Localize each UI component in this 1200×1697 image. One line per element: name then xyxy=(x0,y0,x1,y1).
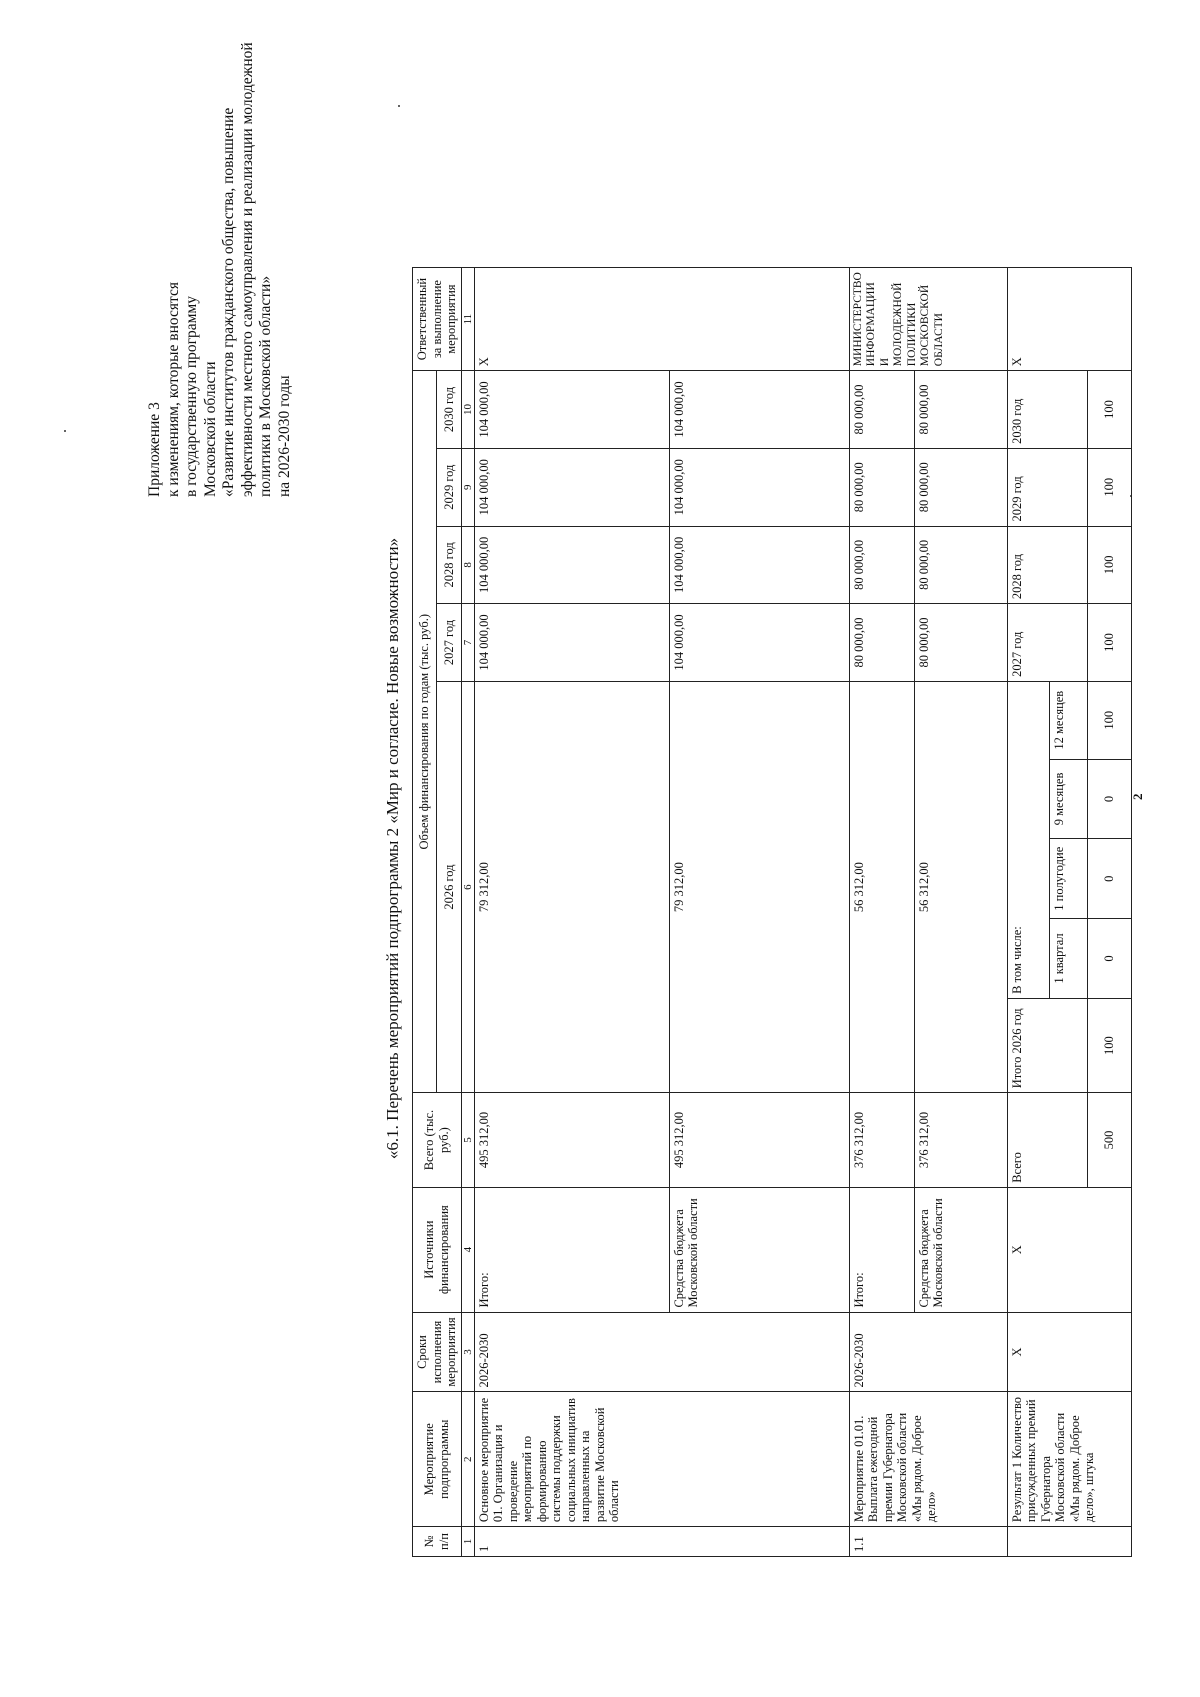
col-number: 2 xyxy=(461,1392,474,1527)
header-2030: 2030 год xyxy=(437,371,461,449)
appendix-line: в государственную программу xyxy=(183,296,200,497)
row-num: 1.1 xyxy=(849,1527,1007,1557)
events-table xyxy=(412,267,1132,1557)
result-header-row xyxy=(1007,268,1049,1557)
appendix-line: политики в Московской области» xyxy=(257,275,274,497)
quarter-label: 1 полугодие xyxy=(1049,839,1087,919)
row-2027-value: 80 000,00 xyxy=(849,604,914,682)
row-2027-value: 80 000,00 xyxy=(914,604,1007,682)
quarter-value: 0 xyxy=(1087,759,1131,839)
row-source-total-label: Итого: xyxy=(849,1187,914,1312)
page-number: 2 xyxy=(1130,793,1145,800)
result-2027-label: 2027 год xyxy=(1007,604,1087,682)
row-2029-value: 80 000,00 xyxy=(849,448,914,526)
row-2026-value: 79 312,00 xyxy=(669,681,849,1092)
header-volume: Объем финансирования по годам (тыс. руб.) xyxy=(413,371,437,1093)
row-2026-value: 56 312,00 xyxy=(849,681,914,1092)
row-source-budget-label: Средства бюджета Московской области xyxy=(669,1187,849,1312)
col-number: 1 xyxy=(461,1527,474,1557)
result-num xyxy=(1007,1527,1131,1557)
col-number: 6 xyxy=(461,681,474,1092)
result-total-label: Всего xyxy=(1007,1093,1087,1188)
row-total-value: 495 312,00 xyxy=(669,1093,849,1188)
row-2028-value: 104 000,00 xyxy=(669,526,849,604)
table-row xyxy=(849,268,914,1557)
appendix-line: к изменениям, которые вносятся xyxy=(164,281,182,497)
col-number: 7 xyxy=(461,604,474,682)
header-responsible: Ответственный за выполнение мероприятия xyxy=(413,268,462,371)
row-total-value: 495 312,00 xyxy=(474,1093,669,1188)
row-total-value: 376 312,00 xyxy=(914,1093,1007,1188)
row-2029-value: 80 000,00 xyxy=(914,448,1007,526)
result-itogo-value: 100 xyxy=(1087,998,1131,1092)
result-in-that-label: В том числе: xyxy=(1007,681,1049,998)
appendix-line: «Развитие институтов гражданского общества, повышение xyxy=(220,107,237,497)
result-2028-label: 2028 год xyxy=(1007,526,1087,604)
header-2026: 2026 год xyxy=(437,681,461,1092)
header-terms: Сроки исполнения мероприятия xyxy=(413,1312,462,1392)
section-title: «6.1. Перечень мероприятий подпрограммы 2 «Мир и согласие. Новые возможности» xyxy=(383,537,402,1160)
row-num: 1 xyxy=(474,1527,849,1557)
row-event: Основное мероприятие 01. Организация и проведение мероприятий по формированию системы поддержки социальных инициатив направленных на развитие Московской области xyxy=(474,1392,849,1527)
col-number: 4 xyxy=(461,1187,474,1312)
row-2029-value: 104 000,00 xyxy=(474,448,669,526)
row-terms: 2026-2030 xyxy=(849,1312,1007,1392)
scan-speck xyxy=(64,430,66,432)
col-number: 5 xyxy=(461,1093,474,1188)
row-2029-value: 104 000,00 xyxy=(669,448,849,526)
row-2028-value: 80 000,00 xyxy=(849,526,914,604)
row-total-value: 376 312,00 xyxy=(849,1093,914,1188)
header-2028: 2028 год xyxy=(437,526,461,604)
appendix-line: Приложение 3 xyxy=(146,402,163,497)
result-event: Результат 1 Количество присужденных премий Губернатора Московской области «Мы рядом. Доброе дело», штука xyxy=(1007,1392,1131,1527)
table-header-row xyxy=(413,268,437,1557)
row-source-budget-label: Средства бюджета Московской области xyxy=(914,1187,1007,1312)
row-2030-value: 80 000,00 xyxy=(914,371,1007,449)
quarter-label: 9 месяцев xyxy=(1049,759,1087,839)
row-2030-value: 104 000,00 xyxy=(474,371,669,449)
quarter-label: 12 месяцев xyxy=(1049,681,1087,759)
result-2030-label: 2030 год xyxy=(1007,371,1087,449)
row-2030-value: 80 000,00 xyxy=(849,371,914,449)
row-2028-value: 104 000,00 xyxy=(474,526,669,604)
result-2029-label: 2029 год xyxy=(1007,448,1087,526)
quarter-value: 0 xyxy=(1087,919,1131,999)
appendix-line: Московской области xyxy=(201,361,219,497)
row-2028-value: 80 000,00 xyxy=(914,526,1007,604)
result-2028-value: 100 xyxy=(1087,526,1131,604)
result-itogo-label: Итого 2026 год xyxy=(1007,998,1087,1092)
appendix-line: эффективности местного самоуправления и реализации молодежной xyxy=(238,42,256,497)
result-terms: Х xyxy=(1007,1312,1131,1392)
row-2027-value: 104 000,00 xyxy=(474,604,669,682)
header-event: Мероприятие подпрограммы xyxy=(413,1392,462,1527)
quarter-label: 1 квартал xyxy=(1049,919,1087,999)
col-number: 9 xyxy=(461,448,474,526)
quarter-value: 100 xyxy=(1087,681,1131,759)
row-2030-value: 104 000,00 xyxy=(669,371,849,449)
row-source-total-label: Итого: xyxy=(474,1187,669,1312)
column-number-row xyxy=(461,268,474,1557)
header-sources: Источники финансирования xyxy=(413,1187,462,1312)
result-responsible: Х xyxy=(1007,268,1131,371)
row-responsible: МИНИСТЕРСТВО ИНФОРМАЦИИ И МОЛОДЕЖНОЙ ПОЛИТИКИ МОСКОВСКОЙ ОБЛАСТИ xyxy=(849,268,1007,371)
result-2027-value: 100 xyxy=(1087,604,1131,682)
col-number: 10 xyxy=(461,371,474,449)
result-sources: Х xyxy=(1007,1187,1131,1312)
appendix-header xyxy=(146,27,294,497)
quarter-value: 0 xyxy=(1087,839,1131,919)
row-2027-value: 104 000,00 xyxy=(669,604,849,682)
header-num: № п/п xyxy=(413,1527,462,1557)
result-2030-value: 100 xyxy=(1087,371,1131,449)
appendix-line: на 2026-2030 годы xyxy=(275,375,293,497)
col-number: 3 xyxy=(461,1312,474,1392)
result-2029-value: 100 xyxy=(1087,448,1131,526)
col-number: 8 xyxy=(461,526,474,604)
header-2029: 2029 год xyxy=(437,448,461,526)
row-event: Мероприятие 01.01. Выплата ежегодной премии Губернатора Московской области «Мы рядом. Доброе дело» xyxy=(849,1392,1007,1527)
row-2026-value: 79 312,00 xyxy=(474,681,669,1092)
table-row xyxy=(474,268,669,1557)
row-terms: 2026-2030 xyxy=(474,1312,849,1392)
header-total: Всего (тыс. руб.) xyxy=(413,1093,462,1188)
row-responsible: Х xyxy=(474,268,849,371)
header-2027: 2027 год xyxy=(437,604,461,682)
row-2026-value: 56 312,00 xyxy=(914,681,1007,1092)
result-total-value: 500 xyxy=(1087,1093,1131,1188)
col-number: 11 xyxy=(461,268,474,371)
